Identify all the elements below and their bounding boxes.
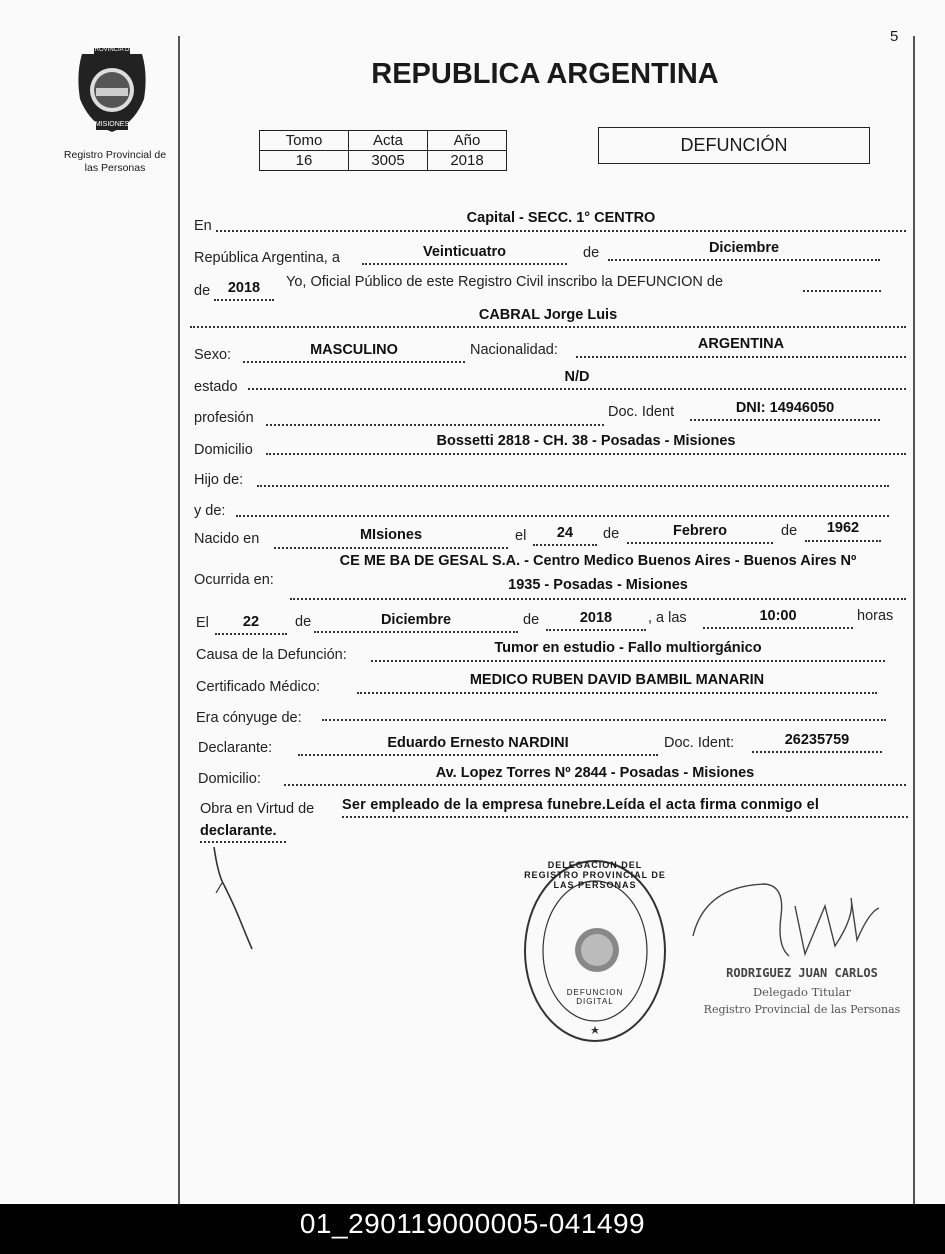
- sexo-dots: [243, 361, 465, 363]
- day-dots: [362, 263, 567, 265]
- obra-label: Obra en Virtud de: [200, 801, 315, 817]
- header-anio: Año: [428, 131, 507, 151]
- domicilio2-dots: [284, 784, 906, 786]
- year: 2018: [227, 280, 261, 296]
- logo-text-top: PROVINCIA DE: [90, 47, 134, 53]
- de-label: de: [583, 245, 600, 261]
- ocurrida-label: Ocurrida en:: [194, 572, 274, 588]
- declarante-label: Declarante:: [198, 740, 273, 756]
- doc-label: Doc. Ident: [608, 404, 675, 420]
- nacionalidad-dots: [576, 356, 906, 358]
- nac-dia-dots: [533, 544, 597, 546]
- causa: Tumor en estudio - Fallo multiorgánico: [494, 640, 762, 656]
- estado: N/D: [564, 369, 590, 385]
- estado-label: estado: [194, 379, 238, 395]
- estado-dots: [248, 388, 906, 390]
- profesion-dots: [266, 424, 604, 426]
- hijo-label: Hijo de:: [194, 472, 244, 488]
- registry-line-1: Registro Provincial de: [63, 149, 167, 161]
- nacido-label: Nacido en: [194, 531, 260, 547]
- sexo: MASCULINO: [310, 342, 398, 358]
- def-dia: 22: [242, 614, 260, 630]
- doc2-label: Doc. Ident:: [664, 735, 735, 751]
- nac-de1: de: [603, 526, 620, 542]
- header-acta: Acta: [349, 131, 428, 151]
- def-de2: de: [523, 612, 540, 628]
- deceased-name: CABRAL Jorge Luis: [478, 307, 618, 323]
- nac-anio-dots: [805, 540, 881, 542]
- el-label: el: [515, 528, 527, 544]
- signatory-org: Registro Provincial de las Personas: [703, 1003, 901, 1016]
- nac-dia: 24: [556, 525, 574, 541]
- yde-dots: [236, 515, 889, 517]
- header-tomo: Tomo: [260, 131, 349, 151]
- misiones-coat-of-arms: [70, 44, 154, 136]
- record-table: [259, 130, 507, 171]
- oficial-dots: [803, 290, 881, 292]
- ocurrida-line2: 1935 - Posadas - Misiones: [508, 577, 688, 593]
- nac-anio: 1962: [826, 520, 860, 536]
- conyuge-dots: [322, 719, 886, 721]
- stamp-center-text: DEFUNCION DIGITAL: [566, 988, 624, 1006]
- en-label: En: [194, 218, 212, 234]
- def-mes: Diciembre: [380, 612, 452, 628]
- oficial-text: Yo, Oficial Público de este Registro Civil inscribo la DEFUNCION de: [286, 274, 724, 290]
- nac-mes-dots: [627, 542, 773, 544]
- certificado: MEDICO RUBEN DAVID BAMBIL MANARIN: [469, 672, 765, 688]
- obra-dots: [342, 816, 908, 818]
- right-margin-line: [913, 36, 915, 1204]
- domicilio-label: Domicilio: [194, 442, 253, 458]
- hijo-dots: [257, 485, 889, 487]
- def-mes-dots: [314, 631, 518, 633]
- republica-label: República Argentina, a: [194, 250, 340, 266]
- conyuge-label: Era cónyuge de:: [196, 710, 302, 726]
- nac-mes: Febrero: [673, 523, 727, 539]
- country-title: REPUBLICA ARGENTINA: [371, 58, 719, 90]
- causa-label: Causa de la Defunción:: [196, 647, 347, 663]
- signatory-role: Delegado Titular: [752, 985, 852, 999]
- alas-label: , a las: [648, 610, 687, 626]
- official-signature: [685, 876, 885, 971]
- profesion-label: profesión: [194, 410, 254, 426]
- document-code: 01_290119000005-041499: [299, 1208, 646, 1239]
- official-stamp: [522, 858, 668, 1044]
- sexo-label: Sexo:: [194, 347, 232, 363]
- day-words: Veinticuatro: [423, 244, 506, 260]
- causa-dots: [371, 660, 885, 662]
- signatory-name: RODRIGUEZ JUAN CARLOS: [726, 966, 878, 980]
- left-margin-line: [178, 36, 180, 1204]
- stamp-ring-text: DELEGACION DEL REGISTRO PROVINCIAL DE LAS PERSONAS: [524, 860, 666, 890]
- registry-line-2: las Personas: [84, 162, 146, 174]
- month-dots: [608, 259, 880, 261]
- domicilio-dots: [266, 453, 906, 455]
- declarante-dots: [298, 754, 658, 756]
- nacionalidad: ARGENTINA: [697, 336, 785, 352]
- doc-number: DNI: 14946050: [735, 400, 835, 416]
- obra-line2-dots: [200, 841, 286, 843]
- year-dots: [214, 299, 274, 301]
- en-dots: [216, 230, 906, 232]
- ocurrida-line1: CE ME BA DE GESAL S.A. - Centro Medico Buenos Aires - Buenos Aires Nº: [339, 553, 857, 569]
- registry-name: [50, 149, 180, 175]
- certificado-dots: [357, 692, 877, 694]
- declarante: Eduardo Ernesto NARDINI: [387, 735, 569, 751]
- name-dots: [190, 326, 906, 328]
- def-anio: 2018: [579, 610, 613, 626]
- doc2-dots: [752, 751, 882, 753]
- def-hora: 10:00: [759, 608, 797, 624]
- obra-line1: Ser empleado de la empresa funebre.Leída el acta firma conmigo el: [342, 797, 820, 813]
- nacido-dots: [274, 547, 508, 549]
- record-type: DEFUNCIÓN: [680, 135, 788, 155]
- en-value: Capital - SECC. 1° CENTRO: [466, 210, 656, 226]
- yde-label: y de:: [194, 503, 226, 519]
- el2-label: El: [196, 615, 209, 631]
- record-type-box: [598, 127, 870, 164]
- def-dia-dots: [215, 633, 287, 635]
- ocurrida-dots: [290, 598, 906, 600]
- domicilio2-label: Domicilio:: [198, 771, 261, 787]
- domicilio: Bossetti 2818 - CH. 38 - Posadas - Misiones: [436, 433, 736, 449]
- page-number: 5: [890, 28, 899, 45]
- domicilio2: Av. Lopez Torres Nº 2844 - Posadas - Misiones: [435, 765, 755, 781]
- certificado-label: Certificado Médico:: [196, 679, 321, 695]
- doc2: 26235759: [784, 732, 850, 748]
- nacido-lugar: MIsiones: [359, 527, 423, 543]
- month: Diciembre: [708, 240, 780, 256]
- obra-line2: declarante.: [200, 823, 277, 839]
- def-anio-dots: [546, 629, 646, 631]
- declarant-signature: [200, 845, 270, 960]
- de2-label: de: [194, 283, 211, 299]
- value-anio: 2018: [428, 151, 507, 171]
- value-tomo: 16: [260, 151, 349, 171]
- def-hora-dots: [703, 627, 853, 629]
- value-acta: 3005: [349, 151, 428, 171]
- def-de1: de: [295, 614, 312, 630]
- nacionalidad-label: Nacionalidad:: [470, 342, 558, 358]
- nac-de2: de: [781, 523, 798, 539]
- horas-label: horas: [857, 608, 894, 624]
- logo-text-bottom: MISIONES: [94, 121, 130, 128]
- doc-dots: [690, 419, 880, 421]
